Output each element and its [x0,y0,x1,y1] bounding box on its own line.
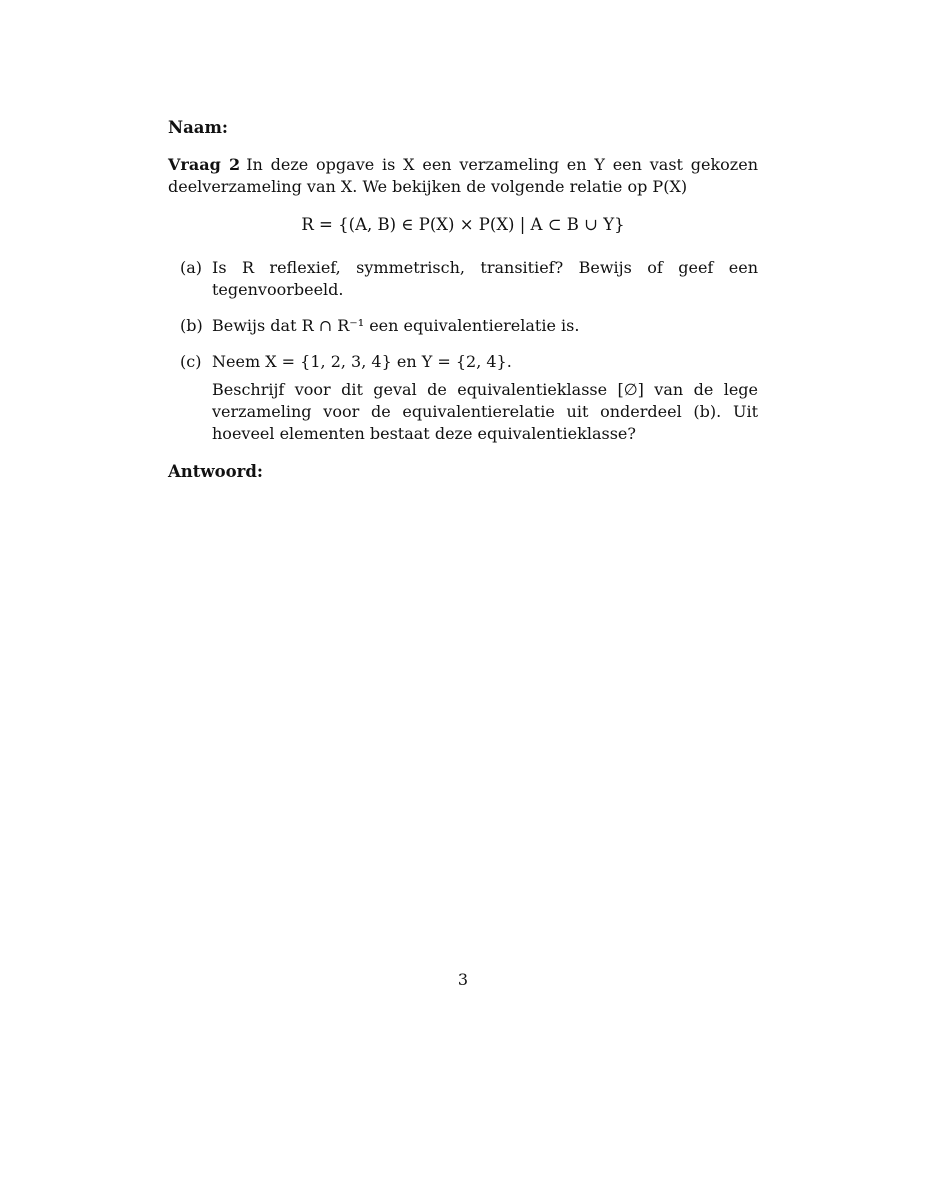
page-number: 3 [457,970,469,989]
question-intro-text: In deze opgave is X een verzameling en Y een vast gekozen deelverzameling van X. We bekijken de volgende relatie op P(X) [168,155,759,196]
subquestion-marker: (b) [180,316,203,335]
subquestion-marker: (c) [180,352,202,371]
subquestion-text: Bewijs dat R ∩ R⁻¹ een equivalentierelatie is. [212,316,580,335]
subquestion-text: Is R reflexief, symmetrisch, transitief? Bewijs of geef een tegenvoorbeeld. [212,258,758,299]
subquestion-c-description: Beschrijf voor dit geval de equivalentieklasse [∅] van de lege verzameling voor de equivalentierelatie uit onderdeel (b). Uit hoeveel elementen bestaat deze equivalentieklasse? [212,380,758,443]
subquestion-marker: (a) [180,258,203,277]
subquestion-b [180,315,758,337]
relation-formula: R = {(A, B) ∈ P(X) × P(X) | A ⊂ B ∪ Y} [301,215,625,234]
question-intro [168,154,758,198]
subquestion-c [180,351,758,373]
question-title: Vraag 2 [168,155,241,174]
subquestion-text: Neem X = {1, 2, 3, 4} en Y = {2, 4}. [212,352,512,371]
name-label: Naam: [168,118,229,137]
subquestion-a [180,257,758,301]
answer-label: Antwoord: [168,462,263,481]
